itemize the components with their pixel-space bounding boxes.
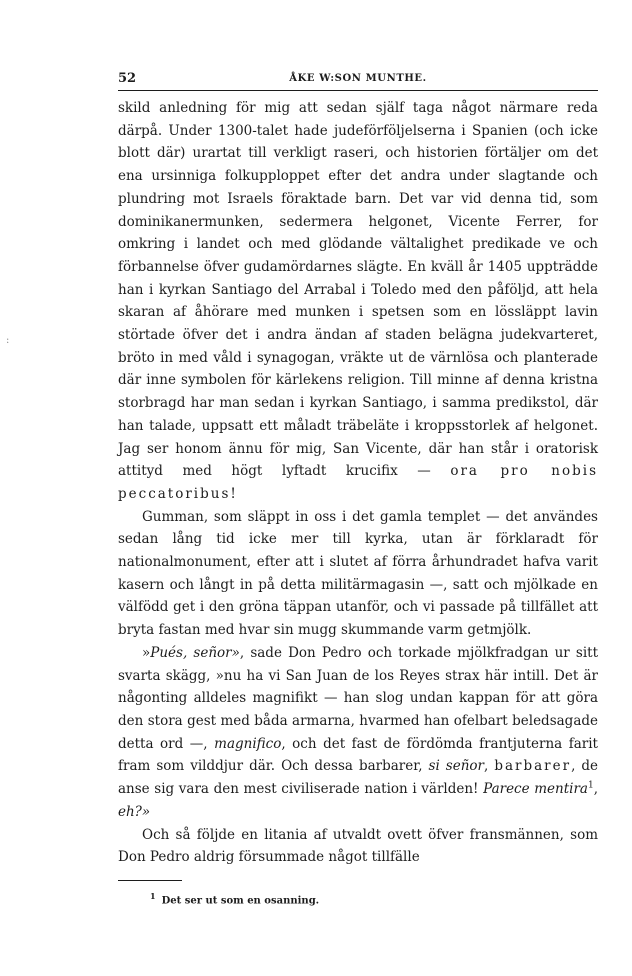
paragraph-3-text-5: ,	[593, 781, 598, 798]
italic-magnifico: magnifico	[214, 735, 282, 752]
book-page	[118, 64, 598, 906]
body-text	[118, 97, 598, 869]
paragraph-3-text-2: , och det fast de fördömda frantjuterna farit fram som vilddjur där. Och dessa barbarer,	[118, 735, 598, 775]
quote-open: »	[142, 644, 151, 661]
italic-pues-senor: Pués, señor»	[150, 644, 240, 661]
footnote-text: Det ser ut som en osanning.	[161, 895, 320, 907]
paragraph-1	[118, 97, 598, 506]
paragraph-3-text-1: , sade Don Pedro och torkade mjölkfradgan ur sitt svarta skägg, »nu ha vi San Juan de los Reyes strax här intill. Det är någonting alldeles magnifikt — han slog undan kappan för att göra den stora gest med båda armarna, hvarmed han ofelbart beledsagade detta ord —,	[118, 644, 599, 752]
paragraph-3-text-3: ,	[484, 758, 489, 775]
footnote-mark: 1	[150, 890, 156, 901]
paragraph-2	[118, 506, 598, 642]
paragraph-3-text-4: , de anse sig vara den mest civiliserade nation i världen!	[118, 758, 599, 798]
paragraph-1-spaced-tail: ora pro nobis peccatoribus!	[118, 463, 599, 502]
spaced-barbarer: barbarer	[494, 758, 572, 775]
italic-si-senor: si señor	[428, 758, 485, 775]
paragraph-4-text: Och så följde en litania af utvaldt ovett öfver fransmännen, som Don Pedro aldrig försummade något tillfälle	[118, 826, 598, 866]
page-header	[118, 64, 598, 91]
italic-parece-mentira: Parece mentira	[483, 781, 588, 798]
footnote-reference[interactable]: 1	[587, 780, 594, 791]
footnote	[118, 891, 598, 906]
margin-mark: :	[6, 335, 10, 346]
footnote-divider	[118, 880, 182, 881]
paragraph-2-text: Gumman, som släppt in oss i det gamla templet — det användes sedan lång tid icke mer till kyrka, utan är förklaradt för nationalmonument, efter att i slutet af förra århundradet hafva varit kasern och långt in på detta militärmagasin —, satt och mjölkade en välfödd get i den gröna täppan utanför, och vi passade på tillfället att bryta fastan med hvar sin mugg skummande varm getmjölk.	[118, 508, 598, 639]
paragraph-4	[118, 824, 598, 869]
paragraph-3	[118, 642, 598, 824]
paragraph-1-text: skild anledning för mig att sedan själf taga något närmare reda därpå. Under 1300-talet hade judeförföljelserna i Spanien (och icke blott där) urartat till verkligt raseri, och historien förtäljer om det ena ursinniga folkupploppet efter det andra under slagtande och plundring mot Israels föraktade barn. Det var vid denna tid, som dominikanermunken, sedermera helgonet, Vicente Ferrer, for omkring i landet och med glödande vältalighet predikade ve och förbannelse öfver gudamördarnes slägte. En kväll år 1405 uppträdde han i kyrkan Santiago del Arrabal i Toledo med den påföljd, att hela skaran af åhörare med munken i spetsen som en lössläppt lavin störtade öfver det i andra ändan af staden belägna judekvarteret, bröto in med våld i synagogan, vräkte ut de värnlösa och planterade där inne symbolen för kärlekens religion. Till minne af denna kristna storbragd har man sedan i kyrkan Santiago, i samma predikstol, där han talade, uppsatt ett måladt träbeläte i kroppsstorlek af helgonet. Jag ser honom ännu för mig, San Vicente, där han står i oratorisk attityd med högt lyftadt krucifix —	[118, 100, 598, 480]
italic-eh: eh?»	[118, 803, 151, 820]
running-head: ÅKE W:SON MUNTHE.	[289, 73, 427, 84]
page-number: 52	[118, 71, 137, 86]
